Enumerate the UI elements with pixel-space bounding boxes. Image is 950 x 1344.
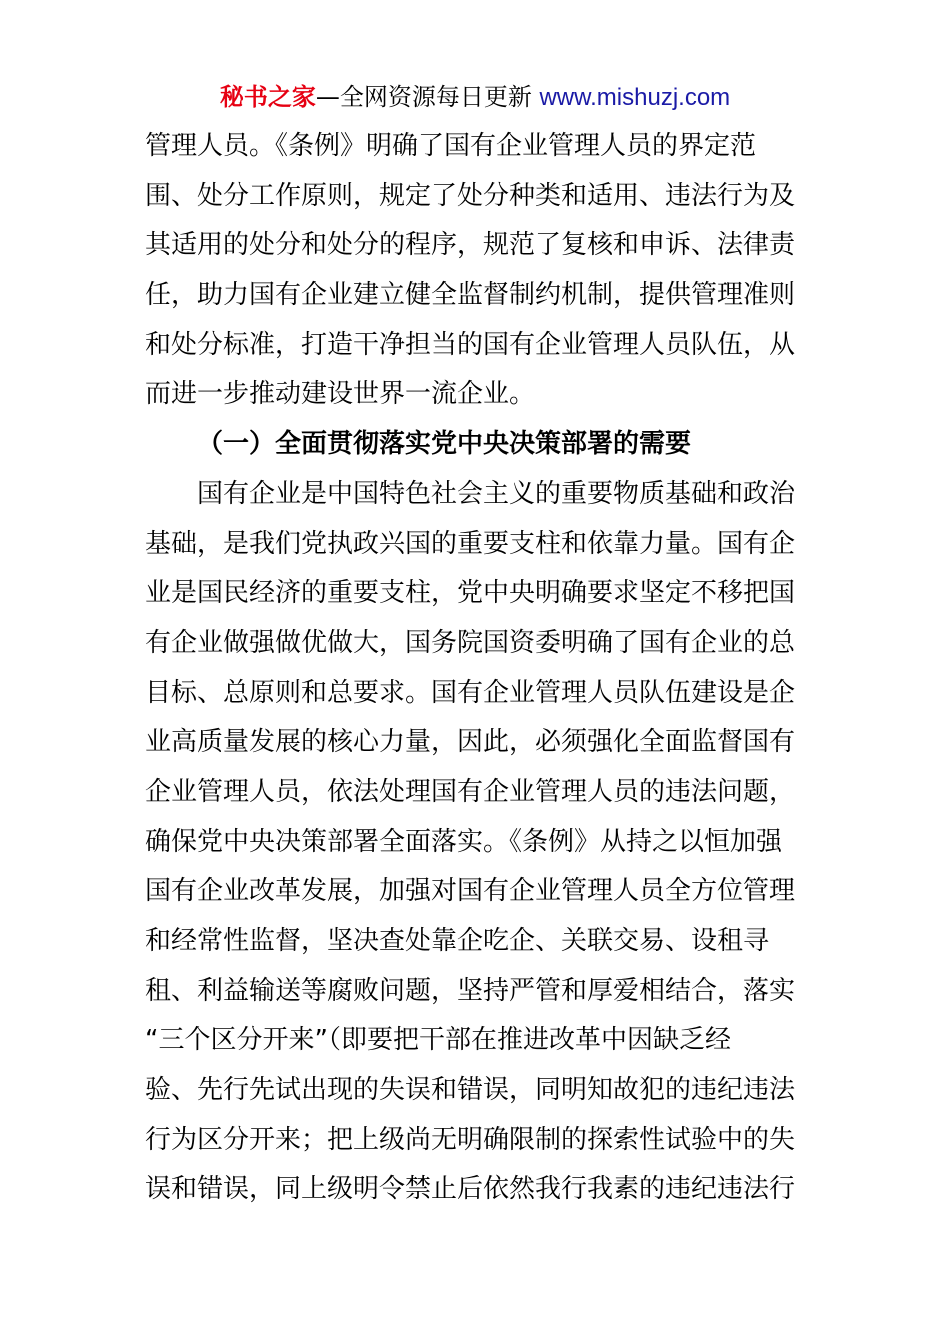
body-line: 管理人员。《条例》明确了国有企业管理人员的界定范 <box>145 131 757 161</box>
body-line: 国有企业改革发展，加强对国有企业管理人员全方位管理 <box>145 876 796 907</box>
body-line: “三个区分开来”（即要把干部在推进改革中因缺乏经 <box>145 1025 731 1056</box>
body-line: 确保党中央决策部署全面落实。《条例》从持之以恒加强 <box>145 826 783 857</box>
body-line: 而进一步推动建设世界一流企业。 <box>145 379 536 410</box>
body-line: 租、利益输送等腐败问题，坚持严管和厚爱相结合，落实 <box>145 975 796 1006</box>
header-tagline: —全网资源每日更新 <box>315 83 532 111</box>
document-body <box>145 122 815 1215</box>
body-line: 和经常性监督，坚决查处靠企吃企、关联交易、设租寻 <box>145 926 770 956</box>
body-line: 围、处分工作原则，规定了处分种类和适用、违法行为及 <box>145 180 796 211</box>
section-heading: （一）全面贯彻落实党中央决策部署的需要 <box>197 429 692 460</box>
body-line: 其适用的处分和处分的程序，规范了复核和申诉、法律责 <box>145 230 796 261</box>
brand-name: 秘书之家 <box>219 83 316 111</box>
site-header <box>0 80 950 115</box>
body-line: 目标、总原则和总要求。国有企业管理人员队伍建设是企 <box>145 677 796 708</box>
paragraph-first-line: 国有企业是中国特色社会主义的重要物质基础和政治 <box>197 478 796 509</box>
body-line: 业是国民经济的重要支柱，党中央明确要求坚定不移把国 <box>145 578 796 609</box>
body-line: 误和错误，同上级明令禁止后依然我行我素的违纪违法行 <box>145 1174 796 1205</box>
body-line: 有企业做强做优做大，国务院国资委明确了国有企业的总 <box>145 627 796 658</box>
body-line: 验、先行先试出现的失误和错误，同明知故犯的违纪违法 <box>145 1075 796 1106</box>
body-line: 和处分标准，打造干净担当的国有企业管理人员队伍，从 <box>145 329 796 360</box>
site-url-link[interactable]: www.mishuzj.com <box>539 84 731 111</box>
body-line: 任，助力国有企业建立健全监督制约机制，提供管理准则 <box>145 280 796 311</box>
body-line: 企业管理人员，依法处理国有企业管理人员的违法问题， <box>145 776 796 807</box>
body-line: 行为区分开来；把上级尚无明确限制的探索性试验中的失 <box>145 1124 796 1155</box>
body-line: 业高质量发展的核心力量，因此，必须强化全面监督国有 <box>145 727 796 758</box>
body-line: 基础，是我们党执政兴国的重要支柱和依靠力量。国有企 <box>145 528 796 559</box>
